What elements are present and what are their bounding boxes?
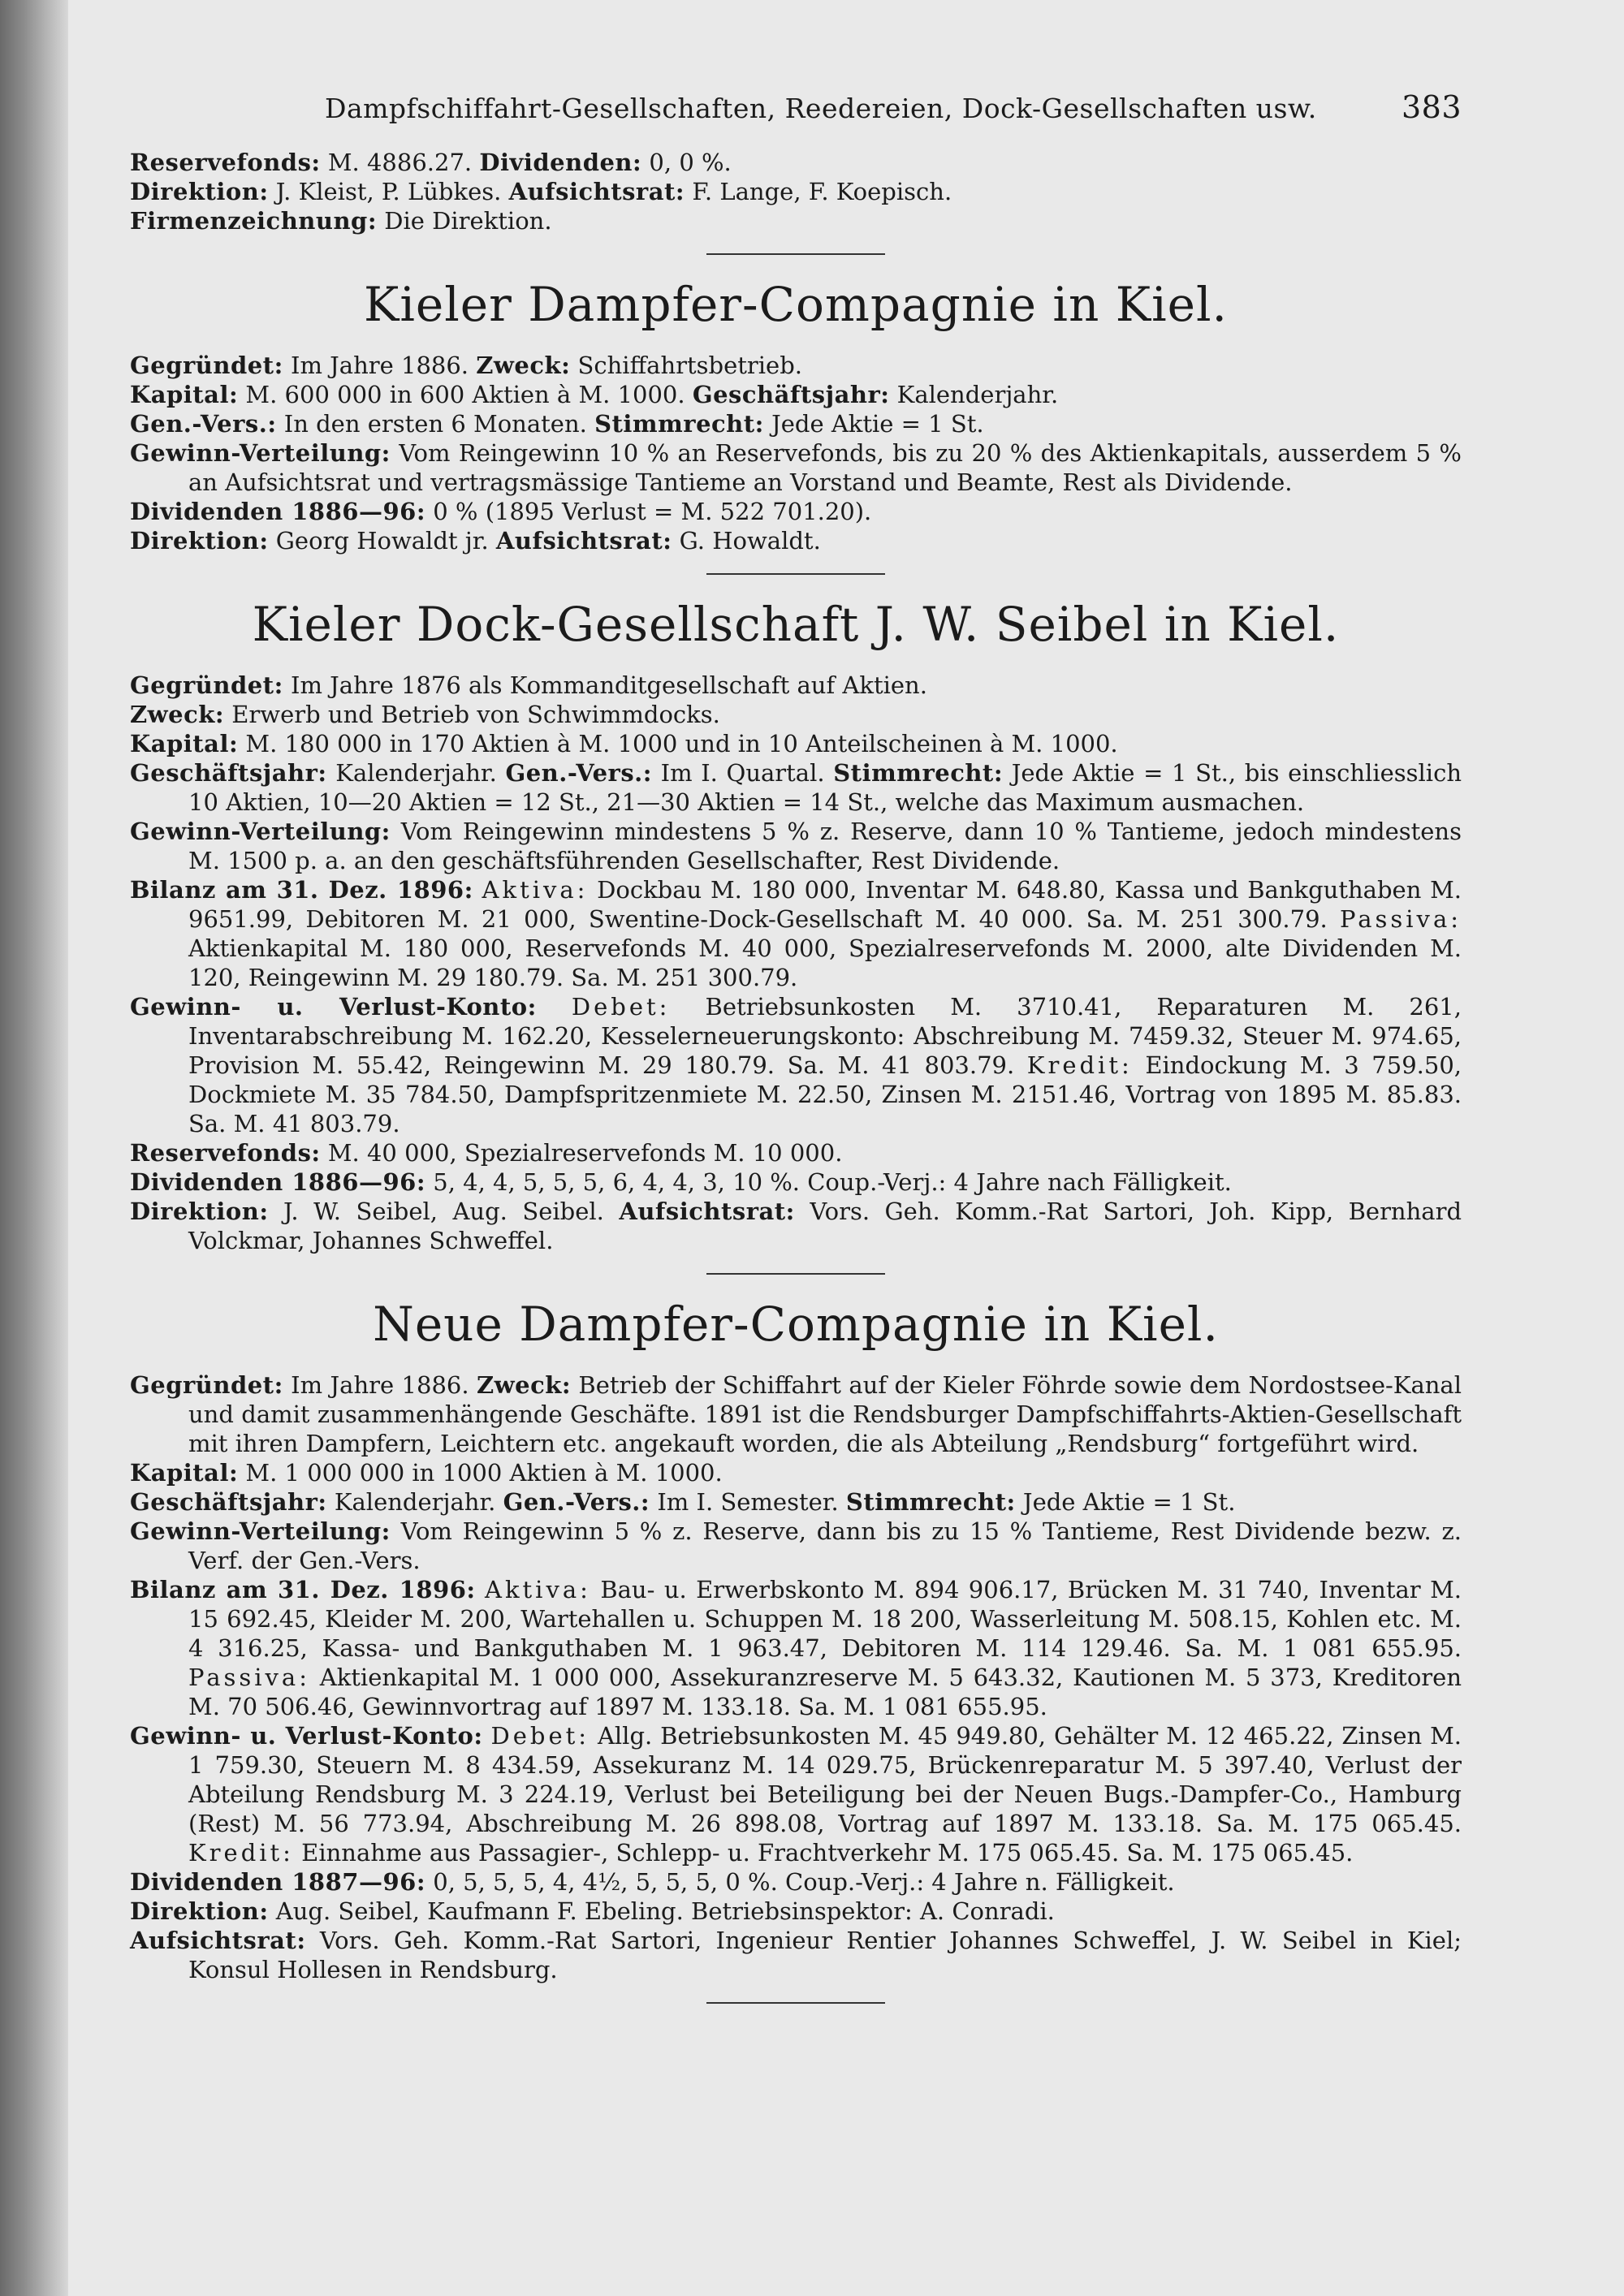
field-gewinn-verlust-konto: Gewinn- u. Verlust-Konto: Debet: Betriebsunkosten M. 3710.41, Reparaturen M. 261, Inventarabschreibung M. 162.20, Kesselerneuerungskonto: Abschreibung M. 7459.32, Steuer M. 974.65, Provision M. 55.42, Reingewinn M. 29 180.79. Sa. M. 41 803.79. Kredit: Eindockung M. 3 759.50, Dockmiete M. 35 784.50, Dampfspritzenmiete M. 22.50, Zinsen M. 2151.46, Vortrag von 1895 M. 85.83. Sa. M. 41 803.79. [130, 993, 1462, 1137]
field-bilanz: Bilanz am 31. Dez. 1896: Aktiva: Dockbau M. 180 000, Inventar M. 648.80, Kassa und Bankguthaben M. 9651.99, Debitoren M. 21 000, Swentine-Dock-Gesellschaft M. 40 000. Sa. M. 251 300.79. Passiva: Aktienkapital M. 180 000, Reservefonds M. 40 000, Spezialreservefonds M. 2000, alte Dividenden M. 120, Reingewinn M. 29 180.79. Sa. M. 251 300.79. [130, 876, 1462, 991]
company-title: Kieler Dampfer-Compagnie in Kiel. [364, 277, 1228, 332]
section-divider [706, 573, 885, 575]
field-geschaeftsjahr: Geschäftsjahr: Kalenderjahr. Gen.-Vers.: Im I. Quartal. Stimmrecht: Jede Aktie = 1 St., bis einschliesslich 10 Aktien, 10—20 Aktien = 12 St., 21—30 Aktien = 14 St., welche das Maximum ausmachen. [130, 759, 1462, 816]
field-reservefonds: Reservefonds: M. 4886.27. Dividenden: 0, 0 %. [130, 149, 732, 176]
field-gewinn-verteilung: Gewinn-Verteilung: Vom Reingewinn 5 % z. Reserve, dann bis zu 15 % Tantieme, Rest Dividende bezw. z. Verf. der Gen.-Vers. [130, 1517, 1462, 1574]
entry-kieler-dampfer-compagnie [130, 276, 1462, 555]
field-direktion: Direktion: J. Kleist, P. Lübkes. Aufsichtsrat: F. Lange, F. Koepisch. [130, 178, 952, 205]
running-head [325, 89, 1462, 125]
field-direktion: Direktion: Aug. Seibel, Kaufmann F. Ebeling. Betriebsinspektor: A. Conradi. [130, 1897, 1055, 1925]
running-head-title: Dampfschiffahrt-Gesellschaften, Reedereien, Dock-Gesellschaften usw. [325, 93, 1317, 124]
field-geschaeftsjahr: Geschäftsjahr: Kalenderjahr. Gen.-Vers.: Im I. Semester. Stimmrecht: Jede Aktie = 1 St. [130, 1488, 1236, 1516]
field-gegruendet: Gegründet: Im Jahre 1886. Zweck: Schiffahrtsbetrieb. [130, 352, 803, 379]
field-dividenden: Dividenden 1887—96: 0, 5, 5, 5, 4, 4½, 5, 5, 5, 0 %. Coup.-Verj.: 4 Jahre n. Fälligkeit. [130, 1868, 1175, 1896]
field-firmenzeichnung: Firmenzeichnung: Die Direktion. [130, 207, 552, 235]
section-divider [706, 253, 885, 255]
field-gegruendet: Gegründet: Im Jahre 1876 als Kommanditgesellschaft auf Aktien. [130, 671, 927, 699]
section-divider [706, 2002, 885, 2004]
page-number: 383 [1401, 89, 1462, 125]
field-gegruendet: Gegründet: Im Jahre 1886. Zweck: Betrieb der Schiffahrt auf der Kieler Föhrde sowie dem Nordostsee-Kanal und damit zusammenhängende Geschäfte. 1891 ist die Rendsburger Dampfschiffahrts-Aktien-Gesellschaft mit ihren Dampfern, Leichtern etc. angekauft worden, die als Abteilung „Rendsburg“ fortgeführt wird. [130, 1371, 1462, 1457]
field-direktion: Direktion: J. W. Seibel, Aug. Seibel. Aufsichtsrat: Vors. Geh. Komm.-Rat Sartori, Joh. Kipp, Bernhard Volckmar, Johannes Schweffel. [130, 1198, 1462, 1254]
page-edge-shadow [0, 0, 68, 2296]
field-kapital: Kapital: M. 600 000 in 600 Aktien à M. 1000. Geschäftsjahr: Kalenderjahr. [130, 381, 1059, 408]
field-bilanz: Bilanz am 31. Dez. 1896: Aktiva: Bau- u. Erwerbskonto M. 894 906.17, Brücken M. 31 740, Inventar M. 15 692.45, Kleider M. 200, Wartehallen u. Schuppen M. 18 200, Wasserleitung M. 508.15, Kohlen etc. M. 4 316.25, Kassa- und Bankguthaben M. 1 963.47, Debitoren M. 114 129.46. Sa. M. 1 081 655.95. Passiva: Aktienkapital M. 1 000 000, Assekuranzreserve M. 5 643.32, Kautionen M. 5 373, Kreditoren M. 70 506.46, Gewinnvortrag auf 1897 M. 133.18. Sa. M. 1 081 655.95. [130, 1576, 1462, 1720]
entry-kieler-dock-gesellschaft [130, 596, 1462, 1255]
field-kapital: Kapital: M. 180 000 in 170 Aktien à M. 1000 und in 10 Anteilscheinen à M. 1000. [130, 730, 1118, 757]
section-divider [706, 1273, 885, 1275]
field-dividenden: Dividenden 1886—96: 0 % (1895 Verlust = M. 522 701.20). [130, 498, 872, 525]
company-title: Neue Dampfer-Compagnie in Kiel. [373, 1297, 1219, 1352]
document-page [130, 89, 1462, 2025]
field-kapital: Kapital: M. 1 000 000 in 1000 Aktien à M. 1000. [130, 1459, 723, 1487]
field-gewinn-verteilung: Gewinn-Verteilung: Vom Reingewinn mindestens 5 % z. Reserve, dann 10 % Tantieme, jedoch mindestens M. 1500 p. a. an den geschäftsführenden Gesellschafter, Rest Dividende. [130, 818, 1462, 874]
field-zweck: Zweck: Erwerb und Betrieb von Schwimmdocks. [130, 701, 720, 728]
field-gen-vers: Gen.-Vers.: In den ersten 6 Monaten. Stimmrecht: Jede Aktie = 1 St. [130, 410, 984, 438]
field-dividenden: Dividenden 1886—96: 5, 4, 4, 5, 5, 5, 6, 4, 4, 3, 10 %. Coup.-Verj.: 4 Jahre nach Fälligkeit. [130, 1168, 1232, 1196]
field-direktion: Direktion: Georg Howaldt jr. Aufsichtsrat: G. Howaldt. [130, 527, 821, 555]
company-title: Kieler Dock-Gesellschaft J. W. Seibel in Kiel. [252, 597, 1340, 652]
entry-previous-tail [130, 148, 1462, 235]
field-gewinn-verteilung: Gewinn-Verteilung: Vom Reingewinn 10 % an Reservefonds, bis zu 20 % des Aktienkapitals, ausserdem 5 % an Aufsichtsrat und vertragsmässige Tantieme an Vorstand und Beamte, Rest als Dividende. [130, 439, 1462, 496]
entry-neue-dampfer-compagnie [130, 1296, 1462, 1984]
field-reservefonds: Reservefonds: M. 40 000, Spezialreservefonds M. 10 000. [130, 1139, 843, 1167]
field-aufsichtsrat: Aufsichtsrat: Vors. Geh. Komm.-Rat Sartori, Ingenieur Rentier Johannes Schweffel, J. W. Seibel in Kiel; Konsul Hollesen in Rendsburg. [130, 1927, 1462, 1983]
field-gewinn-verlust-konto: Gewinn- u. Verlust-Konto: Debet: Allg. Betriebsunkosten M. 45 949.80, Gehälter M. 12 465.22, Zinsen M. 1 759.30, Steuern M. 8 434.59, Assekuranz M. 14 029.75, Brückenreparatur M. 5 397.40, Verlust der Abteilung Rendsburg M. 3 224.19, Verlust bei Beteiligung bei der Neuen Bugs.-Dampfer-Co., Hamburg (Rest) M. 56 773.94, Abschreibung M. 26 898.08, Vortrag auf 1897 M. 133.18. Sa. M. 175 065.45. Kredit: Einnahme aus Passagier-, Schlepp- u. Frachtverkehr M. 175 065.45. Sa. M. 175 065.45. [130, 1722, 1462, 1867]
